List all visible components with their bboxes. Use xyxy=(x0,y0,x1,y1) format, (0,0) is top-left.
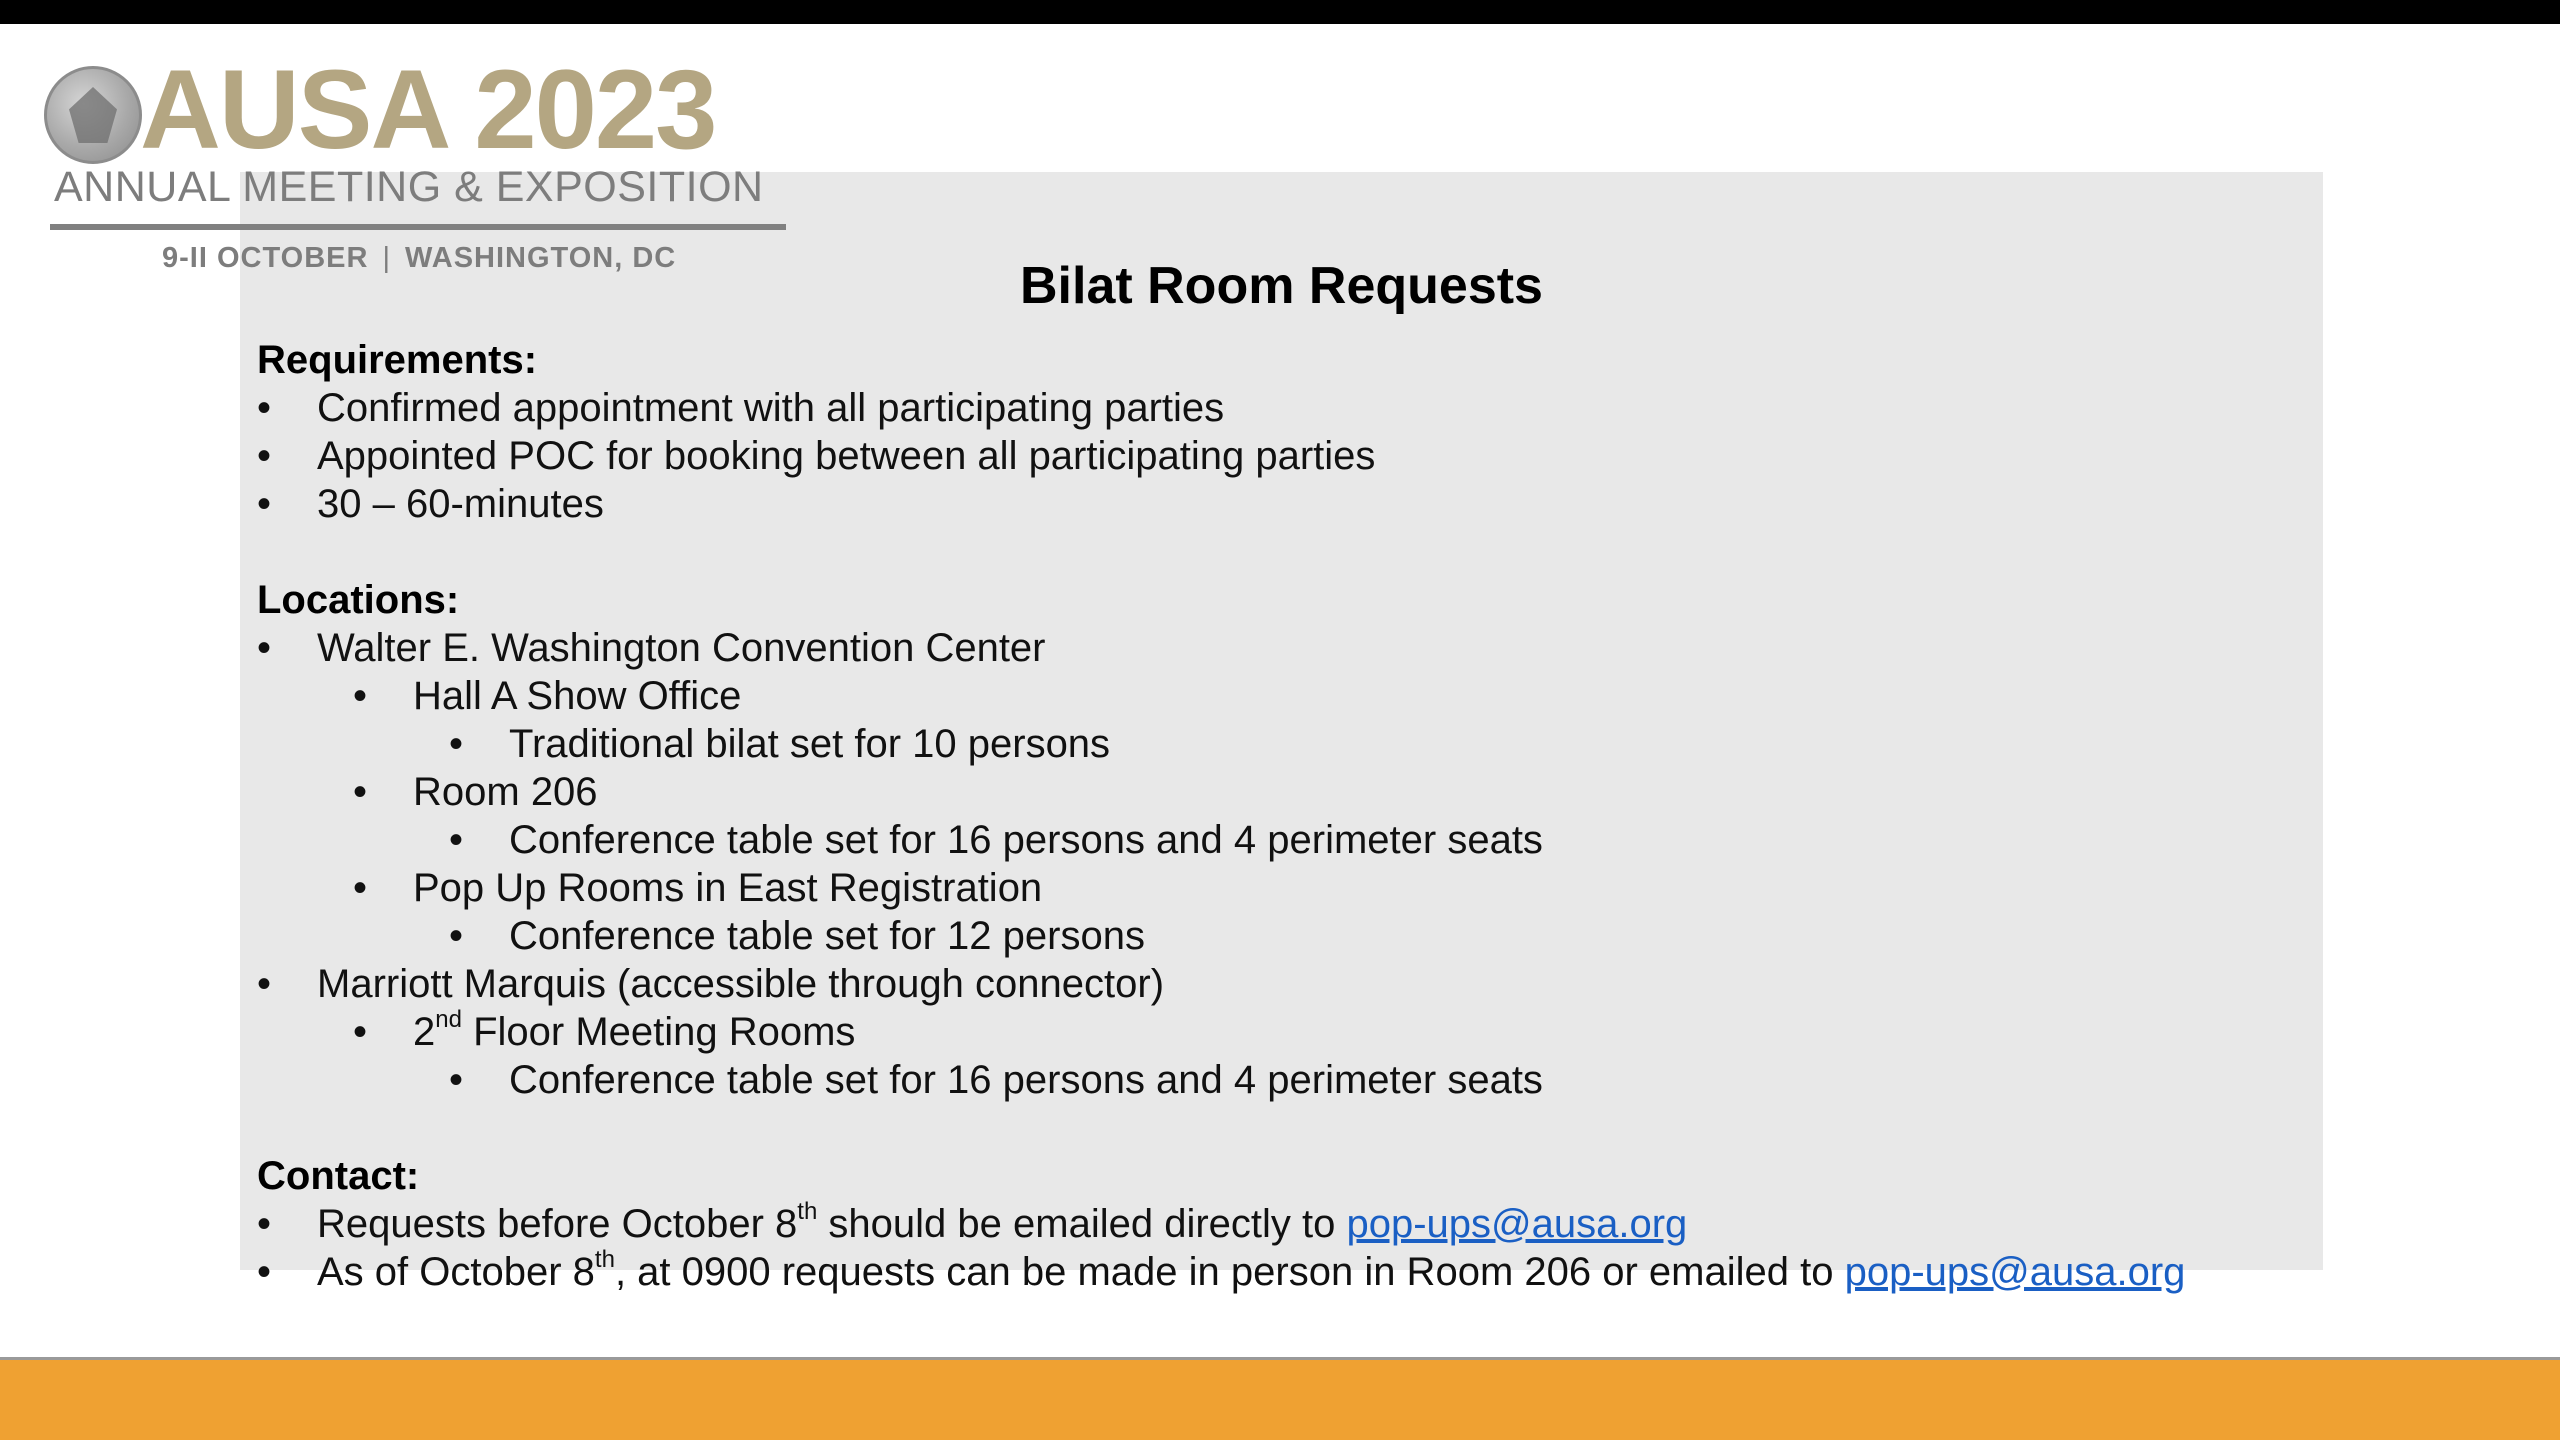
list-item xyxy=(257,1197,2537,1248)
bullet-icon: • xyxy=(257,1202,272,1246)
list-item xyxy=(257,768,2537,816)
room-name: Hall A Show Office xyxy=(413,674,742,718)
list-item xyxy=(257,432,2537,480)
requirement-text: 30 – 60-minutes xyxy=(317,482,604,526)
contact-text xyxy=(317,1197,1688,1248)
room-name-rest: Floor Meeting Rooms xyxy=(461,1010,856,1054)
bullet-icon: • xyxy=(257,626,272,670)
ordinal-suffix: th xyxy=(594,1245,615,1273)
spacer xyxy=(257,528,2537,576)
list-item xyxy=(257,480,2537,528)
requirement-text: Appointed POC for booking between all participating parties xyxy=(317,434,1376,478)
logo-location: WASHINGTON, DC xyxy=(404,242,677,274)
ordinal-suffix: nd xyxy=(435,1005,462,1033)
list-item xyxy=(257,384,2537,432)
bullet-icon: • xyxy=(353,674,368,718)
list-item xyxy=(257,672,2537,720)
seal-icon xyxy=(44,66,142,164)
bullet-icon: • xyxy=(353,770,368,814)
logo-separator: | xyxy=(382,242,391,274)
contact-heading: Contact: xyxy=(257,1154,420,1198)
list-item xyxy=(257,720,2537,768)
room-detail: Conference table set for 12 persons xyxy=(509,914,1145,958)
list-item xyxy=(257,1005,2537,1056)
logo-dates: 9-II OCTOBER xyxy=(162,242,369,274)
requirements-heading: Requirements: xyxy=(257,338,538,382)
bullet-icon: • xyxy=(257,962,272,1006)
bullet-icon: • xyxy=(257,482,272,526)
room-name xyxy=(413,1005,856,1056)
bullet-icon: • xyxy=(257,434,272,478)
list-item xyxy=(257,816,2537,864)
ausa-logo xyxy=(44,47,804,282)
bullet-icon: • xyxy=(449,818,464,862)
venue-name: Marriott Marquis (accessible through connector) xyxy=(317,962,1165,1006)
bullet-icon: • xyxy=(449,914,464,958)
requirement-text: Confirmed appointment with all participating parties xyxy=(317,386,1225,430)
contact-text xyxy=(317,1245,2186,1296)
list-item xyxy=(257,864,2537,912)
list-item xyxy=(257,1245,2537,1296)
bullet-icon: • xyxy=(353,1010,368,1054)
list-item xyxy=(257,912,2537,960)
list-item xyxy=(257,1056,2537,1104)
bullet-icon: • xyxy=(449,1058,464,1102)
room-detail: Traditional bilat set for 10 persons xyxy=(509,722,1111,766)
bullet-icon: • xyxy=(353,866,368,910)
top-bar xyxy=(0,0,2560,24)
bullet-icon: • xyxy=(257,386,272,430)
room-name: Room 206 xyxy=(413,770,598,814)
bullet-icon: • xyxy=(449,722,464,766)
logo-title: AUSA 2023 xyxy=(140,47,716,172)
bottom-bar xyxy=(0,1357,2560,1440)
venue-name: Walter E. Washington Convention Center xyxy=(317,626,1046,670)
email-link[interactable]: pop-ups@ausa.org xyxy=(1346,1202,1688,1246)
room-detail: Conference table set for 16 persons and 4 perimeter seats xyxy=(509,1058,1543,1102)
list-item xyxy=(257,960,2537,1008)
contact-text-end: , at 0900 requests can be made in person in Room 206 or emailed to xyxy=(614,1250,1845,1294)
room-detail: Conference table set for 16 persons and 4 perimeter seats xyxy=(509,818,1543,862)
locations-heading: Locations: xyxy=(257,578,460,622)
room-name: Pop Up Rooms in East Registration xyxy=(413,866,1043,910)
contact-text-end: should be emailed directly to xyxy=(817,1202,1347,1246)
bullet-icon: • xyxy=(257,1250,272,1294)
contact-text-start: As of October 8 xyxy=(317,1250,595,1294)
ordinal-suffix: th xyxy=(797,1197,818,1225)
slide-body xyxy=(257,336,2537,1296)
spacer xyxy=(257,1104,2537,1152)
contact-text-start: Requests before October 8 xyxy=(317,1202,798,1246)
slide-title: Bilat Room Requests xyxy=(1020,257,1543,315)
floor-number: 2 xyxy=(413,1010,436,1054)
logo-divider xyxy=(50,224,786,230)
logo-subtitle: ANNUAL MEETING & EXPOSITION xyxy=(54,163,764,211)
email-link[interactable]: pop-ups@ausa.org xyxy=(1844,1250,2186,1294)
list-item xyxy=(257,624,2537,672)
